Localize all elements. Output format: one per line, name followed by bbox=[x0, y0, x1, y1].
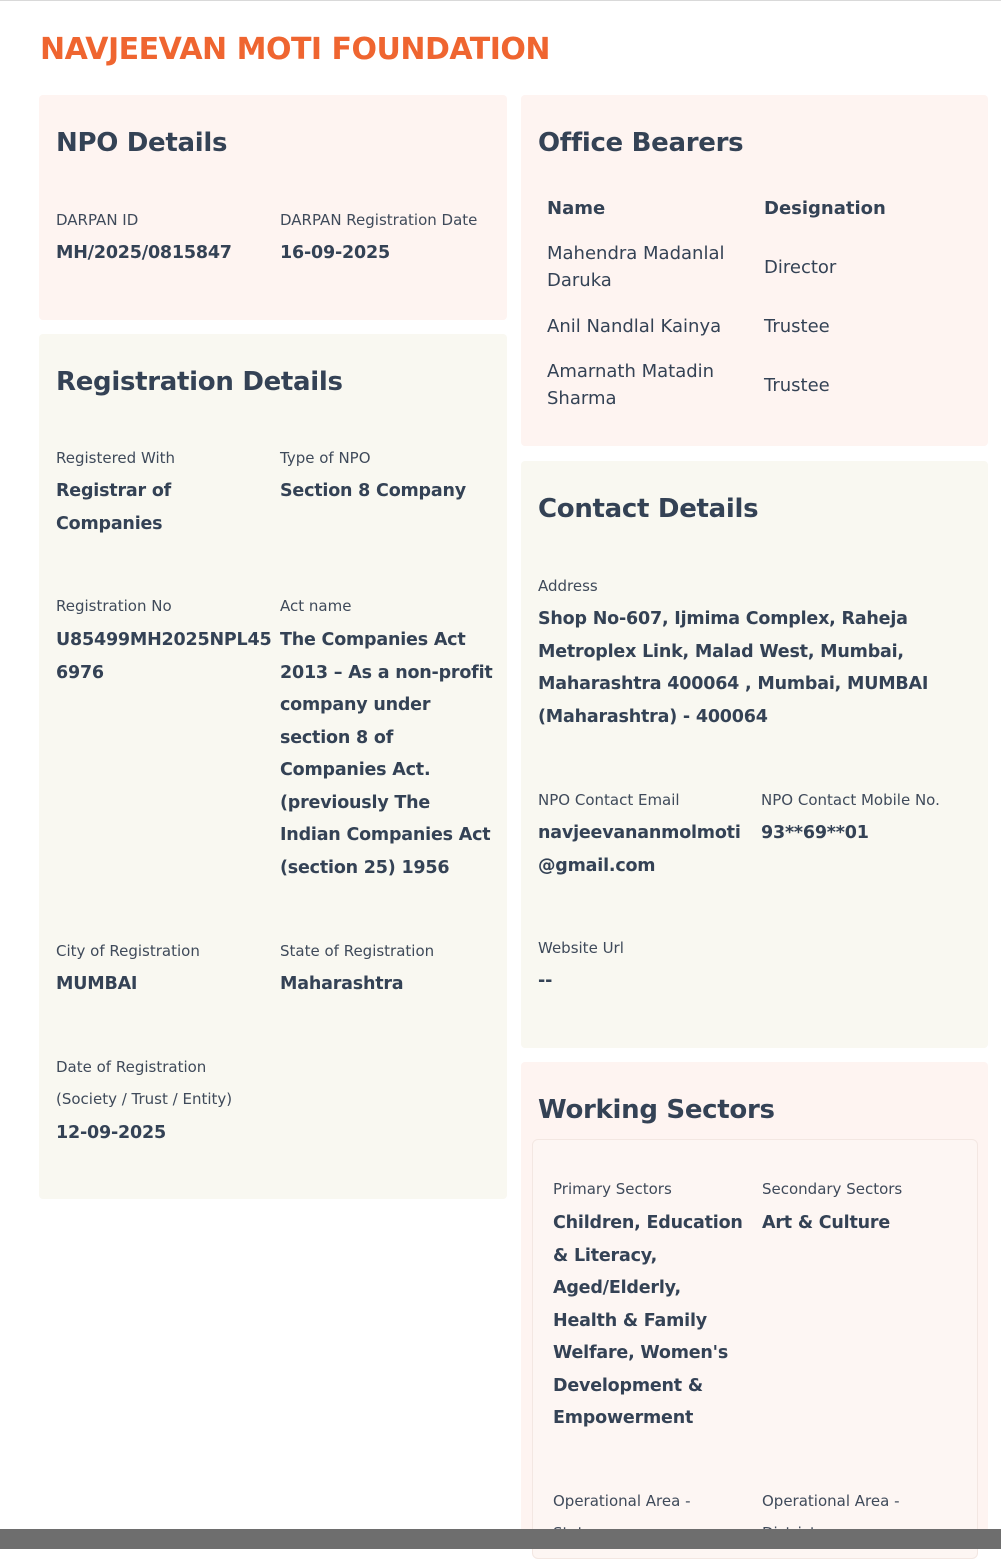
npo-type-label: Type of NPO bbox=[280, 449, 371, 467]
bearer-designation: Director bbox=[764, 257, 837, 278]
registration-no-value: U85499MH2025NPL45 6976 bbox=[56, 630, 272, 683]
website-value: -- bbox=[538, 971, 553, 991]
npo-type-value: Section 8 Company bbox=[280, 481, 466, 501]
office-bearers-title: Office Bearers bbox=[538, 128, 744, 158]
state-value: Maharashtra bbox=[280, 974, 404, 994]
bearer-designation: Trustee bbox=[764, 375, 830, 396]
primary-sectors-label: Primary Sectors bbox=[553, 1180, 672, 1198]
working-sectors-title: Working Sectors bbox=[538, 1095, 775, 1125]
working-sectors-card bbox=[521, 1062, 988, 1549]
website-label: Website Url bbox=[538, 939, 624, 957]
bearer-name: Amarnath Matadin Sharma bbox=[547, 361, 715, 409]
office-bearers-card bbox=[521, 95, 988, 446]
registration-date-value: 12-09-2025 bbox=[56, 1123, 166, 1143]
registration-no-label: Registration No bbox=[56, 597, 172, 615]
state-label: State of Registration bbox=[280, 942, 435, 960]
registration-details-card bbox=[39, 334, 507, 1199]
darpan-date-value: 16-09-2025 bbox=[280, 243, 390, 263]
city-value: MUMBAI bbox=[56, 974, 138, 994]
npo-details-card bbox=[39, 95, 507, 320]
operational-area-district-label: Operational Area - bbox=[762, 1492, 900, 1510]
registration-date-label: Date of Registration (Society / Trust / Entity) bbox=[56, 1058, 233, 1108]
operational-area-state-label: Operational Area - bbox=[553, 1492, 691, 1510]
mobile-label: NPO Contact Mobile No. bbox=[761, 791, 940, 809]
secondary-sectors-value: Art & Culture bbox=[762, 1213, 891, 1233]
npo-details-title: NPO Details bbox=[56, 128, 228, 158]
email-label: NPO Contact Email bbox=[538, 791, 680, 809]
bottom-scroll-bar[interactable] bbox=[0, 1529, 1001, 1549]
bearer-designation: Trustee bbox=[764, 316, 830, 337]
mobile-value: 93**69**01 bbox=[761, 823, 869, 843]
darpan-id-value: MH/2025/0815847 bbox=[56, 243, 232, 263]
act-name-label: Act name bbox=[280, 597, 352, 615]
address-label: Address bbox=[538, 577, 598, 595]
city-label: City of Registration bbox=[56, 942, 200, 960]
primary-sectors-value: Children, Education & Literacy, Aged/Elderly, Health & Family Welfare, Women's Development & Empowerment bbox=[553, 1213, 743, 1428]
email-value[interactable]: navjeevananmolmoti @gmail.com bbox=[538, 823, 741, 876]
secondary-sectors-label: Secondary Sectors bbox=[762, 1180, 903, 1198]
darpan-id-label: DARPAN ID bbox=[56, 211, 139, 229]
registration-details-title: Registration Details bbox=[56, 367, 343, 397]
contact-details-card bbox=[521, 461, 988, 1048]
act-name-value: The Companies Act 2013 – As a non-profit company under section 8 of Companies Act. (previously The Indian Companies Act (section 25) 1956 bbox=[280, 630, 493, 878]
bearer-name: Mahendra Madanlal Daruka bbox=[547, 243, 725, 291]
address-value: Shop No-607, Ijmima Complex, Raheja Metroplex Link, Malad West, Mumbai, Maharashtra 400064 , Mumbai, MUMBAI (Maharashtra) - 400064 bbox=[538, 609, 929, 727]
sectors-panel bbox=[532, 1139, 978, 1559]
column-header-name: Name bbox=[547, 198, 606, 219]
contact-details-title: Contact Details bbox=[538, 494, 759, 524]
column-header-designation: Designation bbox=[764, 198, 886, 219]
registered-with-label: Registered With bbox=[56, 449, 176, 467]
registered-with-value: Registrar of Companies bbox=[56, 481, 172, 534]
darpan-date-label: DARPAN Registration Date bbox=[280, 211, 478, 229]
top-divider bbox=[0, 0, 1001, 1]
organization-name: NAVJEEVAN MOTI FOUNDATION bbox=[40, 32, 551, 67]
bearer-name: Anil Nandlal Kainya bbox=[547, 316, 722, 337]
